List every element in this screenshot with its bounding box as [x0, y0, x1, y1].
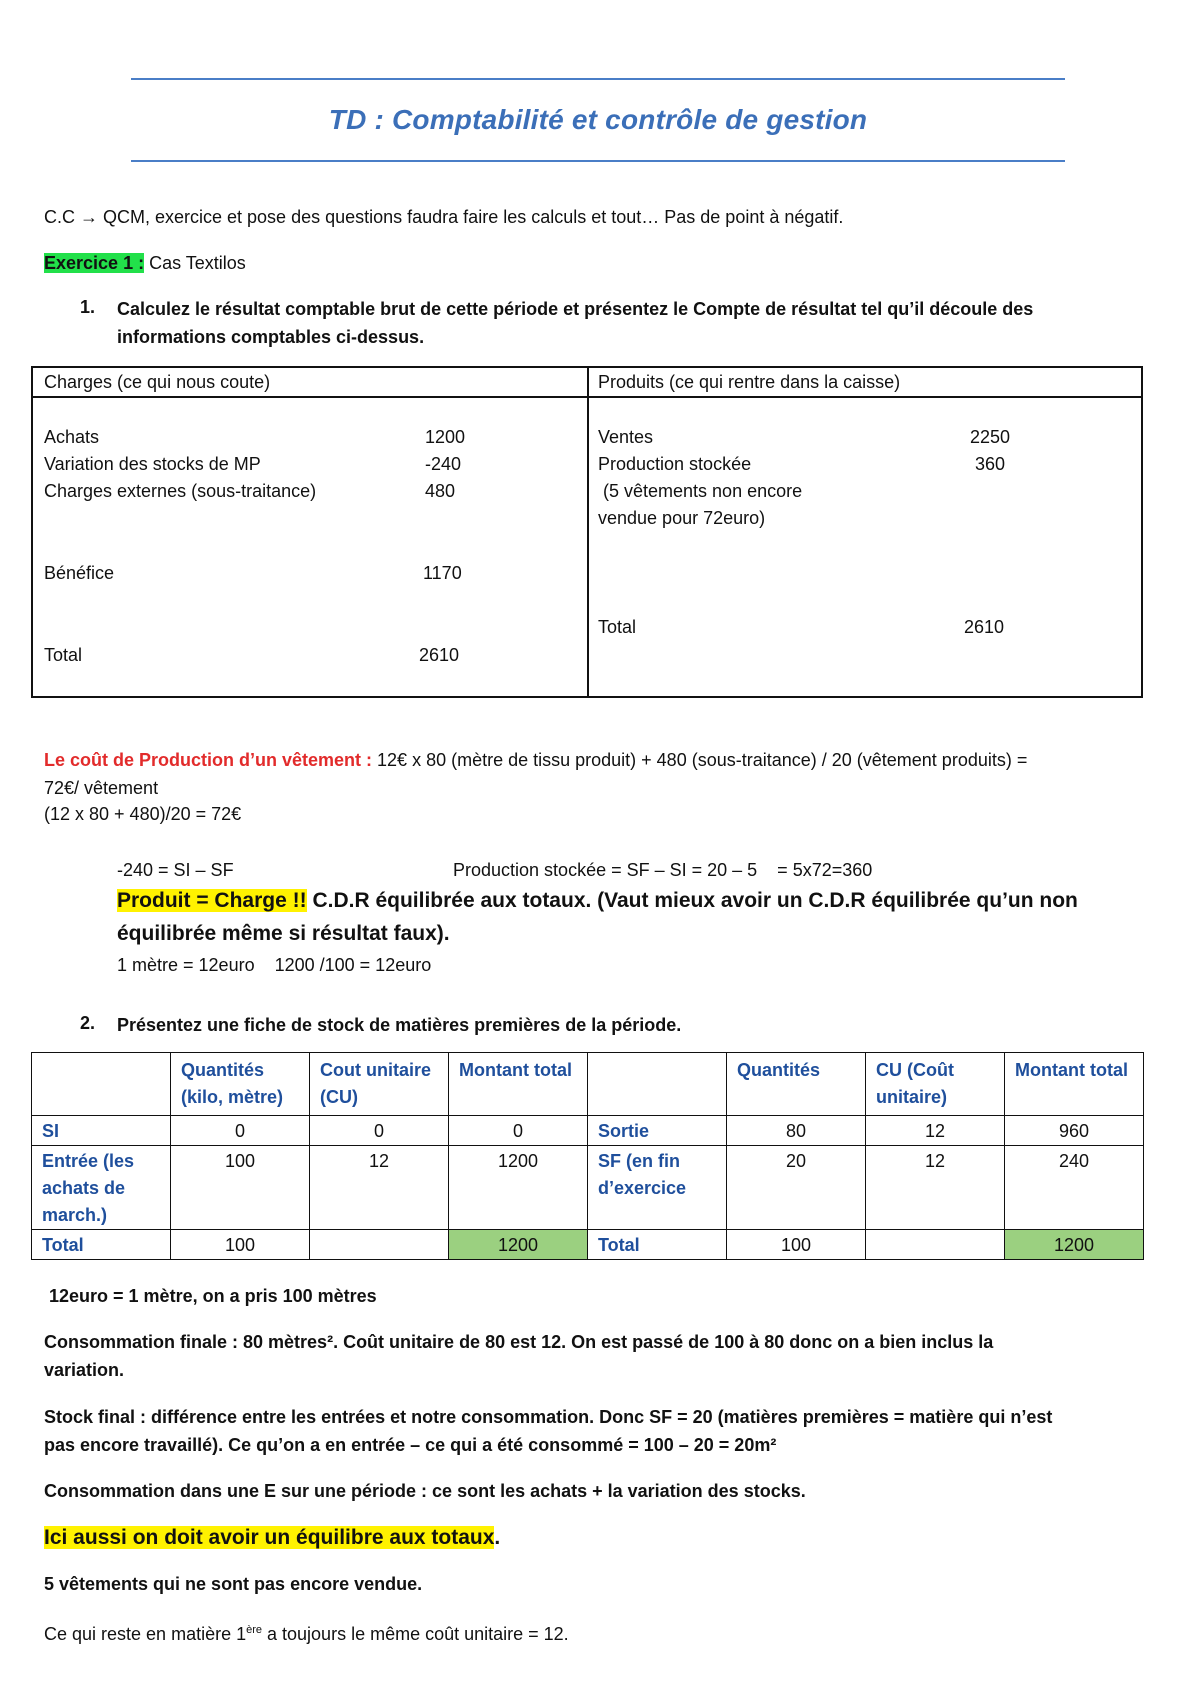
- stock-header-cell: Quantités: [727, 1053, 866, 1116]
- produit-charge-highlight: Produit = Charge !!: [117, 889, 307, 912]
- question-2-number: 2.: [80, 1013, 96, 1033]
- stock-total-highlight-cell: 1200: [449, 1230, 588, 1260]
- note-matiere-text: Ce qui reste en matière 1: [44, 1624, 247, 1644]
- stock-table-total-row: [32, 1230, 1144, 1260]
- exercise-name: Cas Textilos: [149, 253, 246, 273]
- title-top-rule: [131, 78, 1065, 80]
- intro-text: C.C → QCM, exercice et pose des questions faudra faire les calculs et tout… Pas de point à négatif.: [44, 207, 844, 227]
- cout-production-line1: [44, 748, 1027, 772]
- cout-production-line2: 72€/ vêtement: [44, 778, 159, 798]
- stock-header-cell: CU (Coût unitaire): [866, 1053, 1005, 1116]
- stock-header-cell: Quantités (kilo, mètre): [171, 1053, 310, 1116]
- cdr-charges-total-value: 2610: [419, 645, 460, 665]
- stock-row-label: Total: [32, 1230, 171, 1260]
- cdr-produit-label: Production stockée: [598, 454, 752, 474]
- stock-cell: 100: [171, 1146, 310, 1230]
- stock-table-row: [32, 1146, 1144, 1230]
- stock-cell: 12: [866, 1116, 1005, 1146]
- note-consommation-definition: Consommation dans une E sur une période : ce sont les achats + la variation des stocks.: [44, 1481, 806, 1501]
- stock-cell: 0: [449, 1116, 588, 1146]
- cdr-equilibre-text: C.D.R équilibrée aux totaux. (Vaut mieux avoir un C.D.R équilibrée qu’un non: [306, 889, 1078, 912]
- note-consommation-line1: Consommation finale : 80 mètres². Coût unitaire de 80 est 12. On est passé de 100 à 80 donc on a bien inclus la: [44, 1332, 994, 1352]
- cdr-produits-header: Produits (ce qui rentre dans la caisse): [598, 372, 901, 392]
- cdr-charge-value: -240: [425, 454, 462, 474]
- metre-conversion: 1 mètre = 12euro 1200 /100 = 12euro: [117, 955, 432, 975]
- question-1-line2: informations comptables ci-dessus.: [117, 327, 425, 347]
- cdr-produit-label: Ventes: [598, 427, 654, 447]
- variation-formula: -240 = SI – SF: [117, 860, 234, 880]
- stock-cell: 20: [727, 1146, 866, 1230]
- cdr-charge-label: Variation des stocks de MP: [44, 454, 261, 474]
- stock-header-cell: Cout unitaire (CU): [310, 1053, 449, 1116]
- cdr-produits-total-value: 2610: [964, 617, 1005, 637]
- note-matiere-superscript: ère: [246, 1624, 263, 1636]
- cdr-equilibre-text2: équilibrée même si résultat faux).: [117, 922, 450, 945]
- cdr-benefice-value: 1170: [423, 563, 462, 583]
- stock-header-cell: [588, 1053, 727, 1116]
- cdr-produit-note: vendue pour 72euro): [598, 508, 766, 528]
- note-stock-final-line1: Stock final : différence entre les entrées et notre consommation. Donc SF = 20 (matières premières = matière qui n’est: [44, 1407, 1053, 1427]
- stock-header-cell: Montant total: [1005, 1053, 1144, 1116]
- cout-production-text: 12€ x 80 (mètre de tissu produit) + 480 (sous-traitance) / 20 (vêtement produits) =: [372, 750, 1028, 770]
- production-stockee-formula: Production stockée = SF – SI = 20 – 5 = 5x72=360: [453, 860, 873, 880]
- note-consommation-line2: variation.: [44, 1360, 125, 1380]
- note-equilibre: [44, 1524, 500, 1552]
- stock-row-label: Total: [588, 1230, 727, 1260]
- cdr-column-divider: [587, 368, 589, 696]
- stock-header-cell: [32, 1053, 171, 1116]
- cdr-charge-label: Charges externes (sous-traitance): [44, 481, 317, 501]
- compte-de-resultat-table: [31, 366, 1143, 698]
- cdr-charge-value: 1200: [425, 427, 466, 447]
- stock-cell: 960: [1005, 1116, 1144, 1146]
- stock-cell: 100: [727, 1230, 866, 1260]
- page-title: TD : Comptabilité et contrôle de gestion: [328, 104, 868, 135]
- cdr-charge-value: 480: [425, 481, 456, 501]
- stock-row-label: Entrée (les achats de march.): [32, 1146, 171, 1230]
- stock-row-label: Sortie: [588, 1116, 727, 1146]
- stock-table-header-row: [32, 1053, 1144, 1116]
- note-equilibre-period: .: [494, 1526, 501, 1549]
- cdr-charge-label: Achats: [44, 427, 100, 447]
- stock-header-cell: Montant total: [449, 1053, 588, 1116]
- stock-cell: 80: [727, 1116, 866, 1146]
- stock-row-label: SF (en fin d’exercice: [588, 1146, 727, 1230]
- cdr-charges-total-label: Total: [44, 645, 83, 665]
- stock-cell: 1200: [449, 1146, 588, 1230]
- note-matiere-text-end: a toujours le même coût unitaire = 12.: [262, 1624, 569, 1644]
- cout-production-line3: (12 x 80 + 480)/20 = 72€: [44, 804, 242, 824]
- produit-charge-line: [117, 887, 1078, 915]
- title-bottom-rule: [131, 160, 1065, 162]
- stock-cell: 0: [171, 1116, 310, 1146]
- note-matiere-premiere: [44, 1618, 569, 1646]
- cdr-benefice-label: Bénéfice: [44, 563, 115, 583]
- question-2-text: Présentez une fiche de stock de matières premières de la période.: [117, 1015, 682, 1035]
- stock-table-row: [32, 1116, 1144, 1146]
- note-equilibre-highlight: Ici aussi on doit avoir un équilibre aux totaux: [44, 1526, 495, 1549]
- cdr-produit-value: 360: [975, 454, 1006, 474]
- cdr-header-divider: [33, 396, 1141, 398]
- question-1-line1: Calculez le résultat comptable brut de cette période et présentez le Compte de résultat tel qu’il découle des: [117, 299, 1034, 319]
- stock-cell: 12: [310, 1146, 449, 1230]
- stock-table: [31, 1052, 1144, 1260]
- stock-cell: 12: [866, 1146, 1005, 1230]
- stock-cell: 240: [1005, 1146, 1144, 1230]
- note-vetements: 5 vêtements qui ne sont pas encore vendue.: [44, 1574, 423, 1594]
- note-stock-final-line2: pas encore travaillé). Ce qu’on a en entrée – ce qui a été consommé = 100 – 20 = 20m²: [44, 1435, 777, 1455]
- cdr-produit-note: (5 vêtements non encore: [598, 481, 803, 501]
- cout-production-label: Le coût de Production d’un vêtement :: [44, 750, 373, 770]
- cdr-produits-total-label: Total: [598, 617, 637, 637]
- stock-row-label: SI: [32, 1116, 171, 1146]
- exercise-label: Exercice 1 :: [44, 253, 145, 273]
- stock-total-highlight-cell: 1200: [1005, 1230, 1144, 1260]
- stock-cell: 100: [171, 1230, 310, 1260]
- question-1-number: 1.: [80, 297, 96, 317]
- exercise-heading: [44, 251, 246, 275]
- stock-cell: [866, 1230, 1005, 1260]
- stock-cell: [310, 1230, 449, 1260]
- cdr-charges-header: Charges (ce qui nous coute): [44, 372, 271, 392]
- stock-cell: 0: [310, 1116, 449, 1146]
- cdr-produit-value: 2250: [970, 427, 1011, 447]
- note-metre: 12euro = 1 mètre, on a pris 100 mètres: [44, 1286, 377, 1306]
